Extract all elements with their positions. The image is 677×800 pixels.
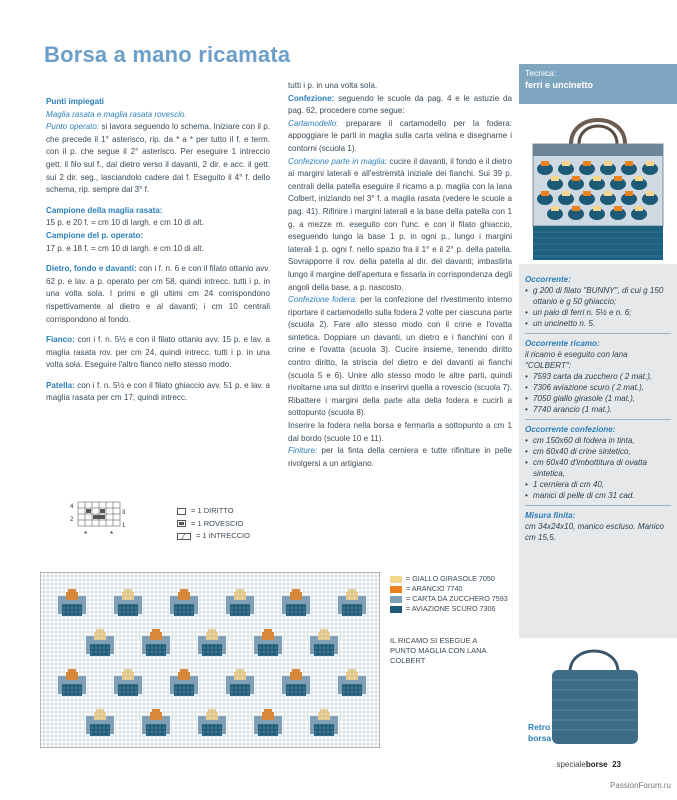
rovescio-symbol [177,520,186,527]
instructions-column-1 [46,96,270,413]
legend-rovescio: = 1 ROVESCIO [191,518,244,528]
svg-text:*: * [110,530,114,539]
page-footer [556,760,621,769]
divider [525,333,671,334]
campione1-label: Campione della maglia rasata: [46,205,163,215]
bag-photo [519,104,677,264]
embroidery-chart [40,572,380,748]
bag-illustration [519,104,677,264]
finiture-label: Finiture: [288,446,318,456]
footer-prefix: speciale [556,760,586,769]
row-label-3: 3 [122,510,126,516]
intreccio-symbol [177,533,191,540]
punto-text: si lavora seguendo lo schema. Iniziare con il p. che precede il 1° asterisco, rip. da * a * per tutto il f. e term. con il p. che segue il 2° asterisco. Per eseguire 1 intreccio gett. il filo sul f., dal dietro verso il davanti, 2 dir. e acc. il gett. sui 2 dir. seg., lasciandolo cadere dal f. Eseguito il 4° f. dello schema, rip. sempre dal 3° f. [46,122,270,195]
conf-fodera-text: per la confezione del rivestimento interno riportare il cartamodello sulla fodera 2 volte per ciascuna parte (scuola 2). Fare allo stesso modo con il crine e l'ovatta sintetica. Doppiare un davanti, un dietro e i fianchini con il crine e l'ovatta (scuola 3). Cucire insieme, tenendo diritto contro diritto, la striscia del dietro e del davanti ai fianchi (scuola 5 e 6). Unire allo stesso modo le altre parti, quindi rivoltarne una sul diritto e inserirvi quella a rovescio (scuola 7). Ribattere i margini della parte alta della fodera e cucirli a sottopunto (scuola 8). [288,295,512,418]
list-item: • 7306 aviazione scuro ( 2 mat.), [525,382,671,393]
page-title: Borsa a mano ricamata [44,42,291,67]
swatch-giallo [390,576,402,583]
confezione-heading: Occorrente confezione: [525,425,616,434]
col2-cont: tutti i p. in una volta sola. [288,81,378,90]
divider [525,419,671,420]
instructions-column-2 [288,80,512,470]
row-label-4: 4 [70,504,74,510]
list-item: • un paio di ferri n. 5½ e n. 6; [525,307,671,318]
stitch-mini-chart [70,500,126,540]
list-item: • cm 60x40 d'imbottitura di ovatta sintetica, [525,457,671,479]
campione1-text: 15 p. e 20 f. = cm 10 di largh. e cm 10 di alt. [46,218,204,228]
confezione-list [525,435,671,501]
legend-carta: = CARTA DA ZUCCHERO 7593 [406,594,508,603]
cartamodello-label: Cartamodello: [288,118,339,128]
watermark: PassionForum.ru [610,781,671,790]
patella-label: Patella: [46,380,75,390]
list-item: • cm 150x60 di fodera in tinta, [525,435,671,446]
swatch-carta [390,596,402,603]
swatch-aviazione [390,606,402,613]
legend-aviazione: = AVIAZIONE SCURO 7306 [406,604,496,613]
tecnica-label: Tecnica: [525,68,557,78]
retro-label: Retro borsa [528,722,552,743]
dietro-label: Dietro, fondo e davanti: [46,264,137,274]
fianco-text: con i f. n. 5½ e con il filato ottanio avv. 15 p. e lav. a maglia rasata rov. per cm 24, quindi intrecc. tutti i p. in una volta sola. Eseguire l'altro fianco nello stesso modo. [46,335,270,370]
ricamo-heading: Occorrente ricamo: [525,339,600,348]
list-item: • 7050 giallo girasole (1 mat.), [525,393,671,404]
misura-text: cm 34x24x10, manico escluso. Manico cm 15,5. [525,522,665,542]
occorrente-list [525,285,671,329]
legend-giallo: = GIALLO GIRASOLE 7050 [406,574,495,583]
footer-brand: borse [585,760,608,769]
legend-diritto: = 1 DIRITTO [191,506,234,515]
occorrente-heading: Occorrente: [525,275,571,284]
confezione-label: Confezione: [288,93,335,103]
list-item: • 7740 arancio (1 mat.). [525,404,671,415]
misura-heading: Misura finita: [525,511,576,520]
swatch-arancio [390,586,402,593]
list-item: • manici di pelle di cm 31 cad. [525,490,671,501]
svg-text:*: * [84,530,88,539]
diritto-symbol [177,508,186,515]
page-number: 23 [612,760,621,769]
conf-maglia-text: cucire il davanti, il fondo e il dietro ai margini laterali e all'estremità iniziale dei fianchi. Sui 39 p. centrali della patella eseguire il ricamo a p. maglia con la lana Colbert, iniziando nel 3° f. a maglia rasata (vedere le scuole a pag. 41). Rifinire i margini laterali e la base della patella con 1 g. a mezze m. eseguito con l'unc. e con il filato ghiaccio, eseguendo lungo la base 1 p. in ogni p., lungo i margini laterali 1 p. ogni f. nello spazio fra il 1° e il 2° p. della patella. Sovrapporre il rov. della patella al dir. del davanti; imbastirla lungo il margine dell'apertura e fissarla in corrispondenza degli angoli della base, a p. nascosto. [288,156,512,292]
punto-label: Punto operato: [46,122,100,132]
ricamo-intro: il ricamo è eseguito con lana "COLBERT": [525,350,628,370]
patella-text: con i f. n. 5½ e con il filato ghiaccio avv. 51 p. e lav. a maglia rasata per cm 17, quindi intrecc. [46,380,270,403]
punti-sub: Maglia rasata e maglia rasata rovescio. [46,109,187,119]
campione2-text: 17 p. e 18 f. = cm 10 di largh. e cm 10 di alt. [46,243,204,253]
finiture-text: per la finta della cerniera e tutte rifiniture in pelle rivolgersi a un artigiano. [288,446,512,468]
list-item: • g 200 di filato "BUNNY", di cui g 150 ottanio e g 50 ghiaccio; [525,285,671,307]
ricamo-list [525,371,671,415]
ricamo-note: IL RICAMO SI ESEGUE A PUNTO MAGLIA CON LANA COLBERT [390,636,487,665]
legend-intreccio: = 1 INTRECCIO [196,531,250,540]
color-legend [390,574,508,614]
list-item: • un uncinetto n. 5. [525,318,671,329]
inserire-text: Inserire la fodera nella borsa e fermarla a sottopunto a cm 1 dal bordo (scuole 10 e 11). [288,421,512,443]
list-item: • 7593 carta da zucchero ( 2 mat.), [525,371,671,382]
divider [525,505,671,506]
campione2-label: Campione del p. operato: [46,230,144,240]
list-item: • cm 60x40 di crine sintetico, [525,446,671,457]
dietro-text: con i f. n. 6 e con il filato ottanio avv. 62 p. e lav. a p. operato per cm 58, quindi intrecc. tutti i p. in una volta sola. I primi e gli ultimi cm 24 corrispondono rispettivamente al dietro e al davanti; i cm 10 centrali corrispondono al fondo. [46,264,270,324]
tecnica-box [519,64,677,104]
legend-arancio: = ARANCIO 7740 [406,584,463,593]
punti-heading: Punti impiegati [46,97,105,106]
symbol-legend [177,505,250,543]
fianco-label: Fianco: [46,335,75,345]
list-item: • 1 cerniera di cm 40, [525,479,671,490]
cartamodello-text: preparare il cartamodello per la fodera: appoggiare le parti in maglia sulla carta velina e disegnarne i contorni (scuola 1). [288,118,512,153]
tecnica-value: ferri e uncinetto [525,80,594,90]
confezione-text: seguendo le scuole da pag. 4 e le astuzie da pag. 62, procedere come segue: [288,93,512,116]
conf-maglia-label: Confezione parte in maglia: [288,156,388,166]
conf-fodera-label: Confezione fodera: [288,295,358,305]
materials-list [525,270,671,543]
row-label-1: 1 [122,523,126,529]
row-label-2: 2 [70,517,74,523]
